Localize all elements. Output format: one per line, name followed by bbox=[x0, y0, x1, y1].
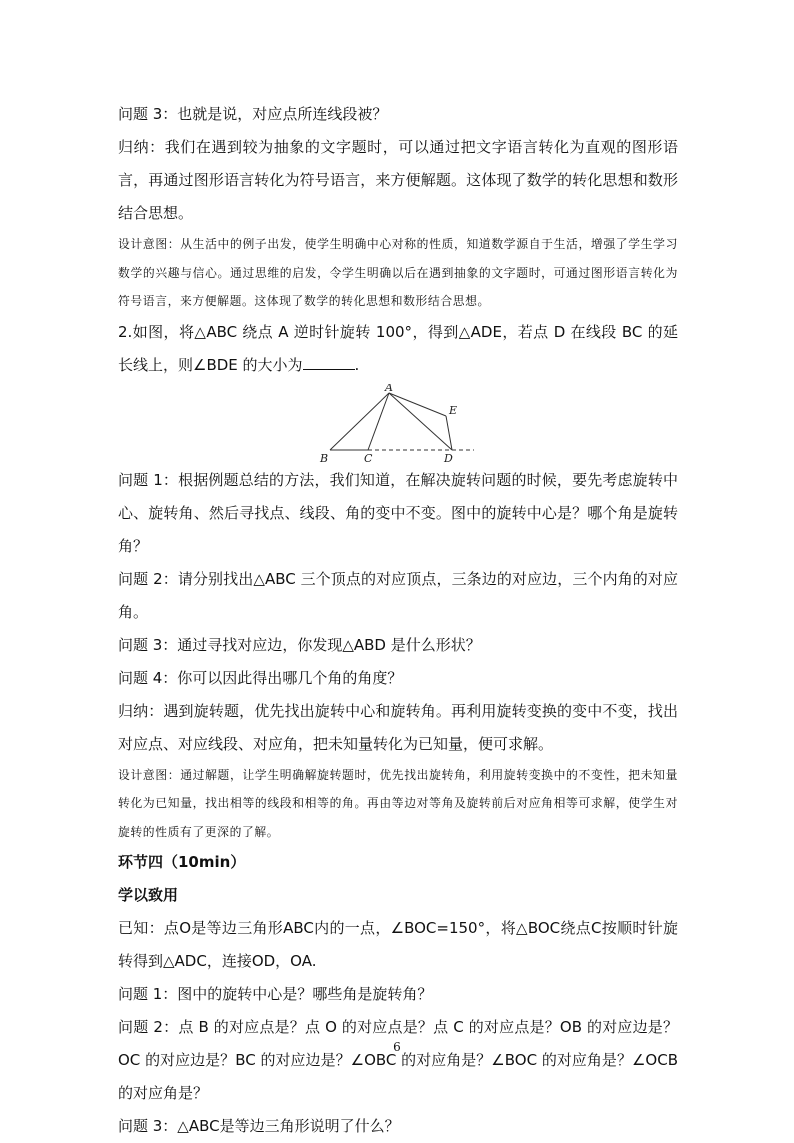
segment-ac bbox=[368, 393, 389, 450]
question-4: 问题 4：你可以因此得出哪几个角的角度？ bbox=[118, 668, 403, 687]
segment-ad bbox=[389, 393, 452, 450]
given-statement: 已知：点O是等边三角形ABC内的一点，∠BOC=150°，将△BOC绕点C按顺时针旋转得到△ADC，连接OD，OA. bbox=[118, 919, 678, 970]
question-2: 问题 2：请分别找出△ABC 三个顶点的对应顶点，三条边的对应边，三个内角的对应角。 bbox=[118, 569, 678, 621]
example-2-text: 2.如图，将△ABC 绕点 A 逆时针旋转 100°，得到△ADE，若点 D 在线段 BC 的延长线上，则∠BDE 的大小为 bbox=[118, 322, 678, 374]
page-body bbox=[118, 98, 678, 1143]
rotation-figure bbox=[118, 384, 678, 464]
example-2 bbox=[118, 316, 678, 382]
summary-2: 归纳：遇到旋转题，优先找出旋转中心和旋转角。再利用旋转变换的变中不变，找出对应点、对应线段、对应角，把未知量转化为已知量，便可求解。 bbox=[118, 701, 678, 753]
question-3: 问题 3：通过寻找对应边，你发现△ABD 是什么形状？ bbox=[118, 635, 481, 654]
summary-1: 归纳：我们在遇到较为抽象的文字题时，可以通过把文字语言转化为直观的图形语言，再通过图形语言转化为符号语言，来方便解题。这体现了数学的转化思想和数形结合思想。 bbox=[118, 138, 678, 222]
label-d: D bbox=[444, 451, 453, 464]
page-number: 6 bbox=[393, 1040, 401, 1054]
answer-blank bbox=[303, 355, 355, 370]
example-2-end: . bbox=[354, 355, 360, 374]
label-e: E bbox=[449, 403, 458, 417]
segment-ae bbox=[389, 393, 446, 416]
label-b: B bbox=[320, 451, 329, 464]
practice-question-3: 问题 3：△ABC是等边三角形说明了什么？ bbox=[118, 1117, 400, 1135]
question-3-top: 问题 3：也就是说，对应点所连线段被？ bbox=[118, 105, 388, 123]
practice-question-2: 问题 2：点 B 的对应点是？点 O 的对应点是？点 C 的对应点是？OB 的对应边是？OC 的对应边是？BC 的对应边是？∠OBC 的对应角是？∠BOC 的对应角是？∠OCB 的对应角是？ bbox=[118, 1018, 678, 1102]
question-1: 问题 1：根据例题总结的方法，我们知道，在解决旋转问题的时候，要先考虑旋转中心、旋转角、然后寻找点、线段、角的变中不变。图中的旋转中心是？哪个角是旋转角？ bbox=[118, 470, 678, 555]
segment-ab bbox=[330, 393, 389, 450]
practice-question-1: 问题 1：图中的旋转中心是？哪些角是旋转角？ bbox=[118, 985, 433, 1003]
label-c: C bbox=[364, 451, 373, 464]
design-intent-2: 设计意图：通过解题，让学生明确解旋转题时，优先找出旋转角，利用旋转变换中的不变性，把未知量转化为已知量，找出相等的线段和相等的角。再由等边对等角及旋转前后对应角相等可求解，使学生对旋转的性质有了更深的了解。 bbox=[118, 767, 678, 839]
triangle-diagram bbox=[118, 384, 678, 464]
design-intent-1: 设计意图：从生活中的例子出发，使学生明确中心对称的性质，知道数学源自于生活，增强了学生学习数学的兴趣与信心。通过思维的启发，令学生明确以后在遇到抽象的文字题时，可通过图形语言转化为符号语言，来方便解题。这体现了数学的转化思想和数形结合思想。 bbox=[118, 237, 678, 308]
section-heading: 环节四（10min） bbox=[118, 853, 246, 871]
apply-title: 学以致用 bbox=[118, 886, 179, 904]
label-a: A bbox=[385, 383, 393, 394]
